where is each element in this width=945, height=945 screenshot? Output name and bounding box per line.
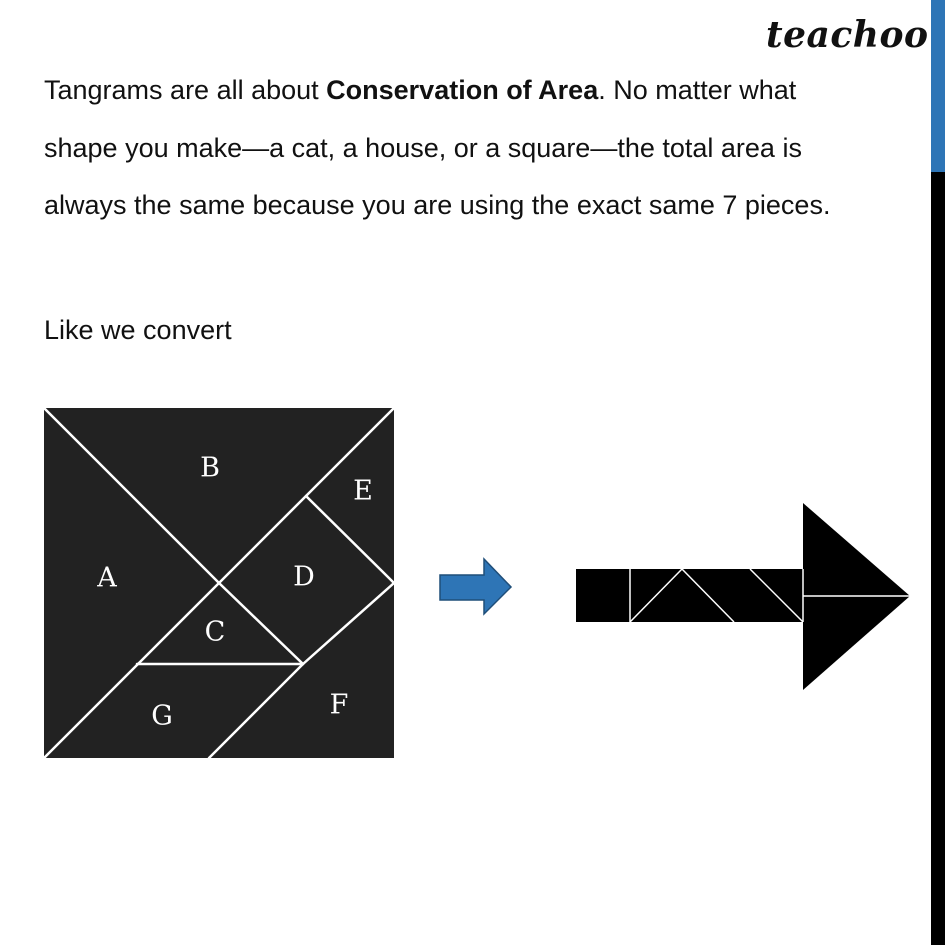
paragraph-line-3: always the same because you are using the exact same 7 pieces. bbox=[44, 190, 831, 220]
piece-label-d: D bbox=[293, 561, 315, 593]
piece-label-c: C bbox=[204, 616, 226, 648]
piece-label-g: G bbox=[151, 700, 173, 732]
like-we-convert-text: Like we convert bbox=[44, 315, 232, 345]
scrollbar-thumb[interactable] bbox=[931, 0, 945, 172]
piece-label-f: F bbox=[329, 689, 349, 721]
conservation-of-area-term: Conservation of Area bbox=[326, 75, 599, 105]
tangram-square bbox=[44, 408, 394, 758]
transform-arrow-icon bbox=[440, 559, 511, 614]
teachoo-logo: teachoo bbox=[766, 14, 929, 56]
paragraph-line-2: shape you make—a cat, a house, or a square—the total area is bbox=[44, 132, 802, 163]
piece-label-e: E bbox=[353, 475, 373, 507]
paragraph-line-1-end: . No matter what bbox=[598, 75, 797, 105]
piece-label-b: B bbox=[200, 452, 220, 484]
tangram-arrow-shape bbox=[576, 503, 910, 690]
piece-label-a: A bbox=[97, 562, 117, 594]
paragraph-line-1-start: Tangrams are all about bbox=[44, 75, 327, 105]
